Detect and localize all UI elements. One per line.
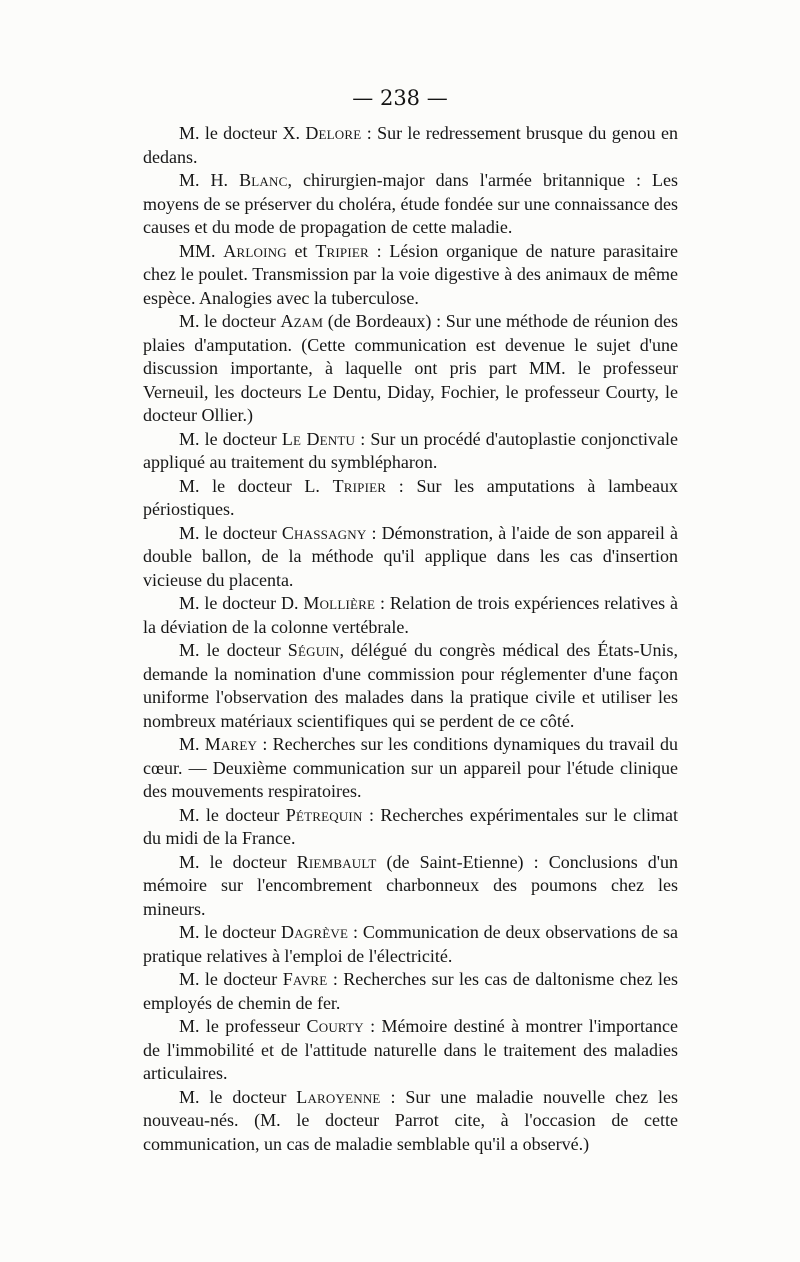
entry-text: : Démonstration, à l'aide de son appareil à double ballon, de la méthode qu'il applique dans les cas d'insertion vicieuse du placenta. [143, 522, 678, 590]
entry-text: M. le docteur [179, 969, 283, 989]
entry-paragraph [143, 522, 678, 593]
author-name: Blanc [239, 170, 288, 190]
entry-text: M. le docteur [179, 522, 282, 543]
entry-paragraph [143, 1086, 678, 1157]
entry-paragraph [143, 804, 678, 851]
entry-text: : Sur un procédé d'autoplastie conjonctivale appliqué au traitement du symblépharon. [143, 428, 678, 472]
entry-text: : Sur les amputations à lambeaux périostiques. [143, 475, 679, 519]
entry-paragraph [143, 310, 678, 428]
author-name: Courty [306, 1016, 364, 1036]
entry-text: M. le docteur [179, 640, 288, 660]
author-name: Riembault [296, 851, 377, 872]
entry-paragraph [143, 428, 678, 475]
entry-text: : Recherches sur les cas de daltonisme chez les employés de chemin de fer. [143, 969, 678, 1013]
entry-paragraph [143, 169, 678, 240]
author-name: Azam [280, 311, 324, 331]
page-number: — 238 — [352, 86, 448, 110]
entry-paragraph [143, 733, 678, 804]
entry-text: (de Saint-Etienne) : Conclusions d'un mémoire sur l'encombrement charbonneux des poumons chez les mineurs. [143, 851, 679, 919]
entry-text: M. le docteur D. [179, 593, 304, 613]
author-name: Chassagny [281, 522, 367, 543]
entry-paragraph [143, 968, 678, 1015]
entry-paragraph [143, 639, 678, 733]
entry-text: M. le docteur L. [179, 475, 333, 496]
entry-text: M. le docteur [179, 922, 282, 942]
entry-text: , chirurgien-major dans l'armée britannique : Les moyens de se préserver du choléra, étude fondée sur une connaissance des causes et du mode de propagation de cette maladie. [143, 170, 678, 237]
entry-paragraph [143, 475, 678, 522]
entry-paragraph [143, 592, 678, 639]
author-name: Pétrequin [285, 804, 363, 825]
entry-text: et [286, 240, 316, 261]
author-name: Arloing [223, 240, 287, 261]
author-name: Marey [204, 734, 258, 754]
entry-paragraph [143, 240, 678, 311]
entry-paragraph [143, 1015, 678, 1086]
entry-text: (de Bordeaux) : Sur une méthode de réunion des plaies d'amputation. (Cette communication est devenue le sujet d'une discussion importante, à laquelle ont pris part MM. le professeur Verneuil, les docteurs Le Dentu, Diday, Fochier, le professeur Courty, le docteur Ollier.) [143, 311, 678, 425]
entry-text: M. le professeur [179, 1016, 307, 1036]
author-name: Le Dentu [281, 428, 356, 449]
entry-paragraph [143, 122, 678, 169]
text-block [143, 122, 678, 1156]
entry-text: : Recherches sur les conditions dynamiques du travail du cœur. — Deuxième communication sur un appareil pour l'étude clinique des mouvements respiratoires. [143, 734, 678, 801]
entry-text: : Lésion organique de nature parasitaire chez le poulet. Transmission par la voie digestive à des animaux de même espèce. Analogies avec la tuberculose. [143, 240, 678, 308]
entry-text: : Mémoire destiné à montrer l'importance de l'immobilité et de l'attitude naturelle dans le traitement des maladies articulaires. [143, 1016, 678, 1083]
entry-text: M. le docteur [179, 1086, 297, 1107]
entry-text: M. H. [179, 170, 240, 190]
entry-text: M. le docteur [179, 804, 286, 825]
author-name: Mollière [303, 593, 376, 613]
entry-text: , délégué du congrès médical des États-Unis, demande la nomination d'une commission pour réglementer d'une façon uniforme l'observation des malades dans la pratique civile et utiliser les nombreux matériaux scientifiques qui se perdent de ce côté. [143, 640, 679, 731]
entry-text: M. le docteur [179, 311, 281, 331]
author-name: Tripier [315, 240, 369, 261]
entry-paragraph [143, 851, 678, 922]
entry-paragraph [143, 921, 678, 968]
author-name: Séguin [287, 640, 340, 660]
entry-text: M. le docteur [179, 428, 282, 449]
author-name: Laroyenne [296, 1086, 381, 1107]
entry-text: M. le docteur [179, 851, 297, 872]
entry-text: M. [179, 734, 205, 754]
entry-text: : Sur le redressement brusque du genou en dedans. [143, 123, 679, 167]
entry-text: : Recherches expérimentales sur le climat du midi de la France. [143, 804, 678, 848]
entry-text: M. le docteur X. [179, 123, 306, 143]
entry-text: : Sur une maladie nouvelle chez les nouveau-nés. (M. le docteur Parrot cite, à l'occasion de cette communication, un cas de maladie semblable qu'il a observé.) [143, 1086, 678, 1154]
author-name: Delore [305, 123, 362, 143]
entry-text: : Relation de trois expériences relatives à la déviation de la colonne vertébrale. [143, 593, 679, 637]
author-name: Favre [282, 969, 328, 989]
author-name: Tripier [332, 475, 387, 496]
entry-text: : Communication de deux observations de sa pratique relatives à l'emploi de l'électricité. [143, 922, 679, 966]
author-name: Dagrève [281, 922, 349, 942]
entry-text: MM. [179, 240, 224, 261]
